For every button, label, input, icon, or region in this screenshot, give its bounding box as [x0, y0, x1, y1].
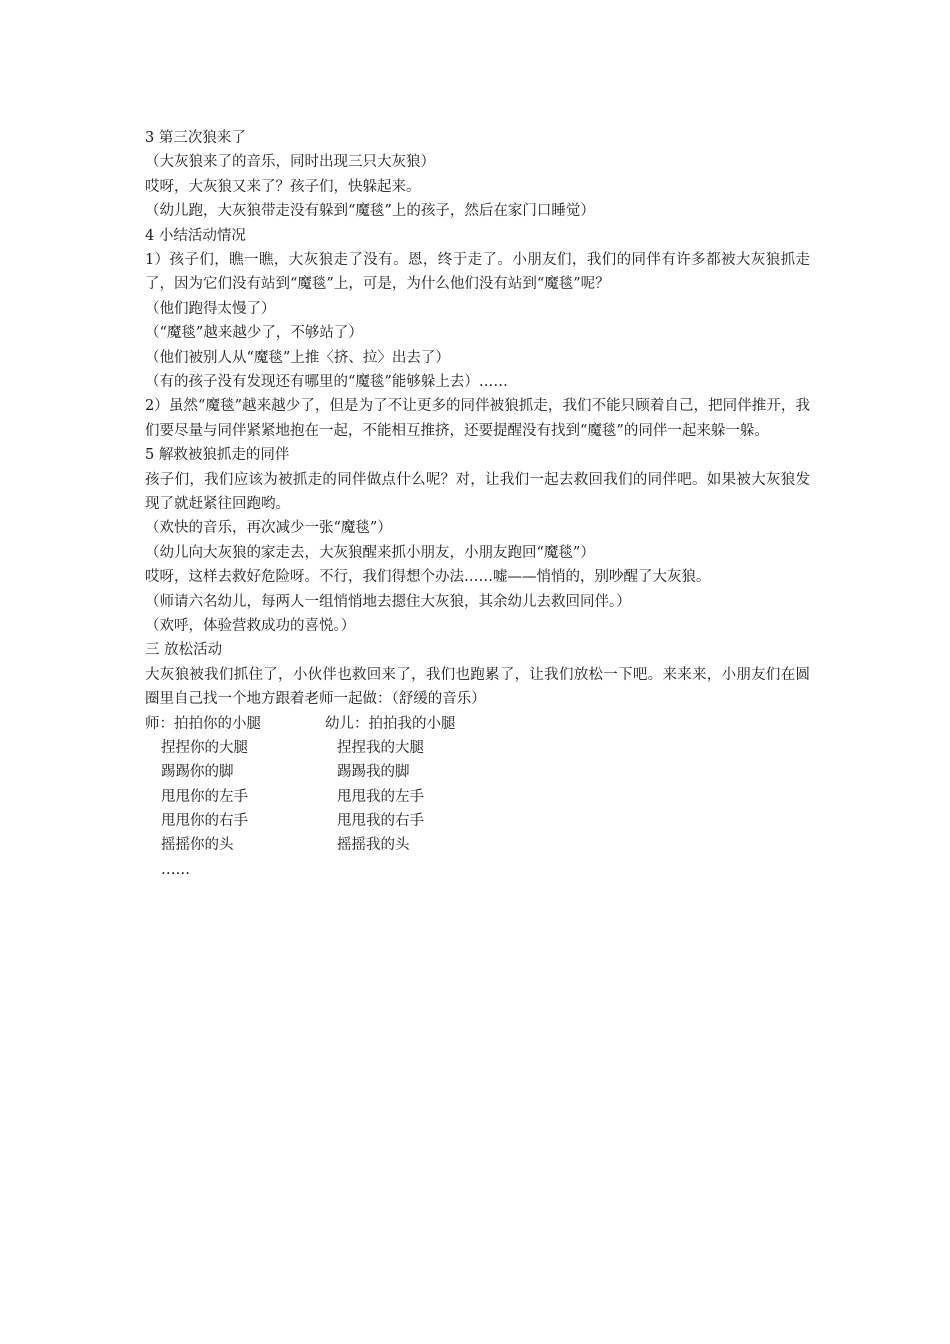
ellipsis: …… [161, 861, 190, 878]
exchange-row [145, 760, 810, 784]
child-answer: （他们跑得太慢了） [145, 300, 276, 317]
exchange-row [145, 736, 810, 760]
child-response: 甩甩我的右手 [337, 813, 424, 830]
teacher-cue: 师：拍拍你的小腿 [145, 715, 261, 732]
paragraph: 2）虽然“魔毯”越来越少了，但是为了不让更多的同伴被狼抓走，我们不能只顾着自己，把同伴推开，我们要尽量与同伴紧紧地抱在一起，不能相互推挤，还要提醒没有找到“魔毯”的同伴一起来躲一躲。 [145, 398, 810, 439]
child-answer: （“魔毯”越来越少了，不够站了） [145, 325, 363, 342]
teacher-line: 哎呀，这样去救好危险呀。不行，我们得想个办法……嘘——悄悄的，别吵醒了大灰狼。 [145, 569, 711, 586]
child-answer: （他们被别人从“魔毯”上推〈挤、拉〉出去了） [145, 349, 450, 366]
paragraph: 大灰狼被我们抓住了，小伙伴也救回来了，我们也跑累了，让我们放松一下吧。来来来，小朋友们在圆圈里自己找一个地方跟着老师一起做：（舒缓的音乐） [145, 666, 810, 708]
stage-direction: （大灰狼来了的音乐，同时出现三只大灰狼） [145, 154, 435, 171]
teacher-cue: 踢踢你的脚 [161, 764, 234, 781]
exchange-row [145, 858, 810, 882]
exchange-row [145, 712, 810, 736]
teacher-cue: 甩甩你的左手 [161, 788, 248, 805]
section-3-heading: 3 第三次狼来了 [145, 130, 246, 146]
child-response: 甩甩我的左手 [337, 788, 424, 805]
stage-direction: （幼儿向大灰狼的家走去，大灰狼醒来抓小朋友，小朋友跑回“魔毯”） [145, 544, 595, 561]
paragraph: 1）孩子们，瞧一瞧，大灰狼走了没有。恩，终于走了。小朋友们，我们的同伴有许多都被大灰狼抓走了，因为它们没有站到“魔毯”上，可是，为什么他们没有站到“魔毯”呢？ [145, 251, 810, 293]
child-response: 捏捏我的大腿 [337, 739, 424, 756]
stage-direction: （欢呼，体验营救成功的喜悦。） [145, 617, 356, 634]
stage-direction: （欢快的音乐，再次减少一张“魔毯”） [145, 520, 392, 537]
child-response: 摇摇我的头 [337, 837, 410, 854]
stage-direction: （师请六名幼儿，每两人一组悄悄地去摁住大灰狼，其余幼儿去救回同伴。） [145, 593, 631, 610]
teacher-line: 哎呀，大灰狼又来了？孩子们，快躲起来。 [145, 178, 421, 195]
stage-direction: （幼儿跑，大灰狼带走没有躲到“魔毯”上的孩子，然后在家门口睡觉） [145, 203, 595, 220]
teacher-cue: 捏捏你的大腿 [161, 739, 248, 756]
exchange-row [145, 785, 810, 809]
exchange-row [145, 809, 810, 833]
teacher-cue: 甩甩你的右手 [161, 813, 248, 830]
relax-section-heading: 三 放松活动 [145, 642, 223, 659]
exchange-row [145, 833, 810, 857]
section-5-heading: 5 解救被狼抓走的同伴 [145, 447, 290, 464]
teacher-cue: 摇摇你的头 [161, 837, 234, 854]
document-body [145, 126, 810, 882]
child-response: 踢踢我的脚 [337, 764, 410, 781]
child-response: 幼儿：拍拍我的小腿 [325, 715, 456, 732]
paragraph: 孩子们，我们应该为被抓走的同伴做点什么呢？对，让我们一起去救回我们的同伴吧。如果被大灰狼发现了就赶紧往回跑哟。 [145, 471, 810, 512]
section-4-heading: 4 小结活动情况 [145, 227, 246, 244]
child-answer: （有的孩子没有发现还有哪里的“魔毯”能够躲上去）…… [145, 373, 508, 390]
